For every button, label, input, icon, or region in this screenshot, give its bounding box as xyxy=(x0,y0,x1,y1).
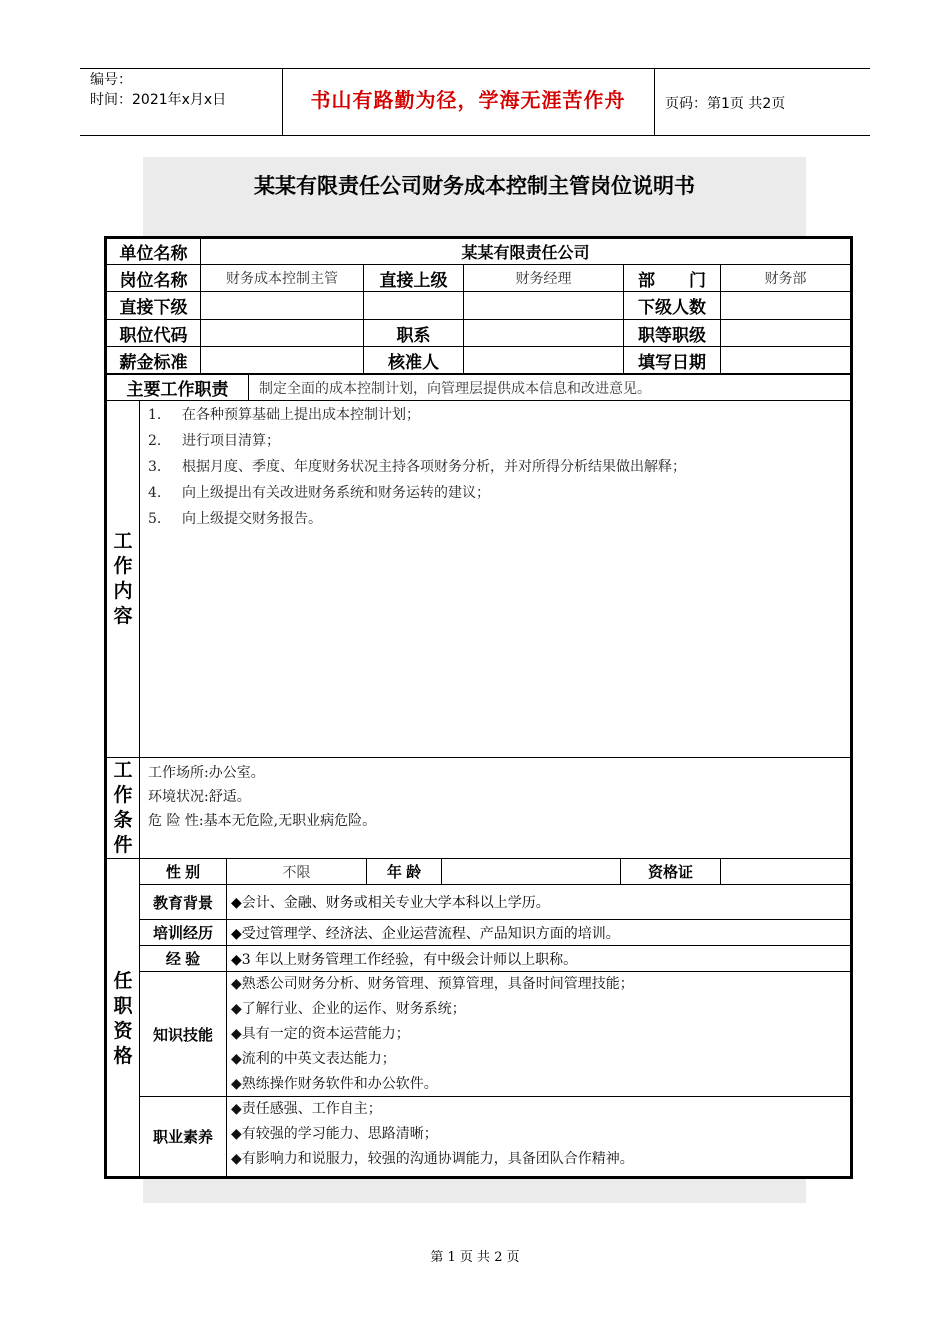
experience-label: 经 验 xyxy=(165,951,201,968)
work-content-list xyxy=(148,402,686,532)
col-rule xyxy=(226,858,227,1176)
doc-number-label: 编号： xyxy=(90,72,132,88)
page-footer: 第 1 页 共 2 页 xyxy=(430,1250,520,1265)
department-label: 部 门 xyxy=(638,270,706,290)
experience-value: ◆3 年以上财务管理工作经验，有中级会计师以上职称。 xyxy=(231,951,578,968)
row-rule xyxy=(107,346,850,347)
row-rule xyxy=(107,400,850,401)
job-description-form xyxy=(104,236,853,1179)
work-conditions-list xyxy=(148,761,376,833)
list-item: ◆熟悉公司财务分析、财务管理、预算管理，具备时间管理技能； xyxy=(231,976,634,992)
job-series-label: 职系 xyxy=(396,325,431,345)
work-conditions-label: 工 作 条 件 xyxy=(113,760,133,856)
unit-name-label: 单位名称 xyxy=(119,244,188,263)
fill-date-label: 填写日期 xyxy=(638,352,706,372)
environment-line: 环境状况:舒适。 xyxy=(148,789,251,805)
grade-label: 职等职级 xyxy=(638,325,706,345)
skills-list xyxy=(231,972,634,1097)
post-name-value: 财务成本控制主管 xyxy=(226,271,338,287)
row-rule xyxy=(107,291,850,292)
education-value: ◆会计、金融、财务或相关专业大学本科以上学历。 xyxy=(231,895,550,911)
main-duty-label: 主要工作职责 xyxy=(126,380,229,399)
list-item: ◆有影响力和说服力，较强的沟通协调能力，具备团队合作精神。 xyxy=(231,1151,634,1167)
age-label: 年 龄 xyxy=(386,864,422,881)
list-item: 4. 向上级提出有关改进财务系统和财务运转的建议； xyxy=(148,485,490,501)
direct-superior-label: 直接上级 xyxy=(379,270,448,290)
header-bottom-rule xyxy=(80,135,870,136)
skills-label: 知识技能 xyxy=(152,1026,213,1044)
certificate-label: 资格证 xyxy=(647,864,693,881)
doc-time-label: 时间：2021年x月x日 xyxy=(90,92,227,108)
work-content-label: 工 作 内 容 xyxy=(113,531,133,627)
subordinate-count-label: 下级人数 xyxy=(638,298,706,317)
gender-label: 性 别 xyxy=(165,864,201,881)
direct-subordinate-label: 直接下级 xyxy=(119,298,188,317)
work-place-line: 工作场所:办公室。 xyxy=(148,765,265,781)
approver-label: 核准人 xyxy=(388,352,439,372)
training-value: ◆受过管理学、经济法、企业运营流程、产品知识方面的培训。 xyxy=(231,925,620,942)
list-item: ◆熟练操作财务软件和办公软件。 xyxy=(231,1076,438,1092)
qualifications-label: 任 职 资 格 xyxy=(113,971,133,1067)
page-info: 页码：第1页 共2页 xyxy=(665,96,786,112)
salary-standard-label: 薪金标准 xyxy=(119,352,188,372)
list-item: ◆有较强的学习能力、思路清晰； xyxy=(231,1126,438,1142)
post-name-label: 岗位名称 xyxy=(119,270,188,290)
list-item: ◆了解行业、企业的运作、财务系统； xyxy=(231,1001,466,1017)
list-item: ◆流利的中英文表达能力； xyxy=(231,1051,396,1067)
list-item: ◆具有一定的资本运营能力； xyxy=(231,1026,410,1042)
list-item: 1. 在各种预算基础上提出成本控制计划； xyxy=(148,407,420,423)
main-duty-summary: 制定全面的成本控制计划，向管理层提供成本信息和改进意见。 xyxy=(259,380,651,397)
list-item: 5. 向上级提交财务报告。 xyxy=(148,511,322,527)
list-item: ◆责任感强、工作自主； xyxy=(231,1101,382,1117)
col-rule xyxy=(441,858,442,884)
professional-quality-list xyxy=(231,1097,634,1172)
training-label: 培训经历 xyxy=(152,925,213,942)
list-item: 2. 进行项目清算； xyxy=(148,433,280,449)
row-rule xyxy=(107,757,850,758)
direct-superior-value: 财务经理 xyxy=(515,271,572,287)
hazard-line: 危 险 性:基本无危险,无职业病危险。 xyxy=(148,813,377,829)
document-title: 某某有限责任公司财务成本控制主管岗位说明书 xyxy=(254,173,695,198)
gender-value: 不限 xyxy=(282,864,311,881)
header-divider xyxy=(654,68,655,135)
professional-quality-label: 职业素养 xyxy=(152,1129,213,1146)
unit-name-value: 某某有限责任公司 xyxy=(461,243,590,262)
list-item: 3. 根据月度、季度、年度财务状况主持各项财务分析，并对所得分析结果做出解释； xyxy=(148,459,686,475)
position-code-label: 职位代码 xyxy=(119,325,188,345)
col-rule xyxy=(720,858,721,884)
row-rule xyxy=(107,319,850,320)
department-value: 财务部 xyxy=(764,271,807,287)
header-top-rule xyxy=(80,68,870,69)
education-label: 教育背景 xyxy=(152,894,213,912)
motto: 书山有路勤为径，学海无涯苦作舟 xyxy=(310,88,626,112)
